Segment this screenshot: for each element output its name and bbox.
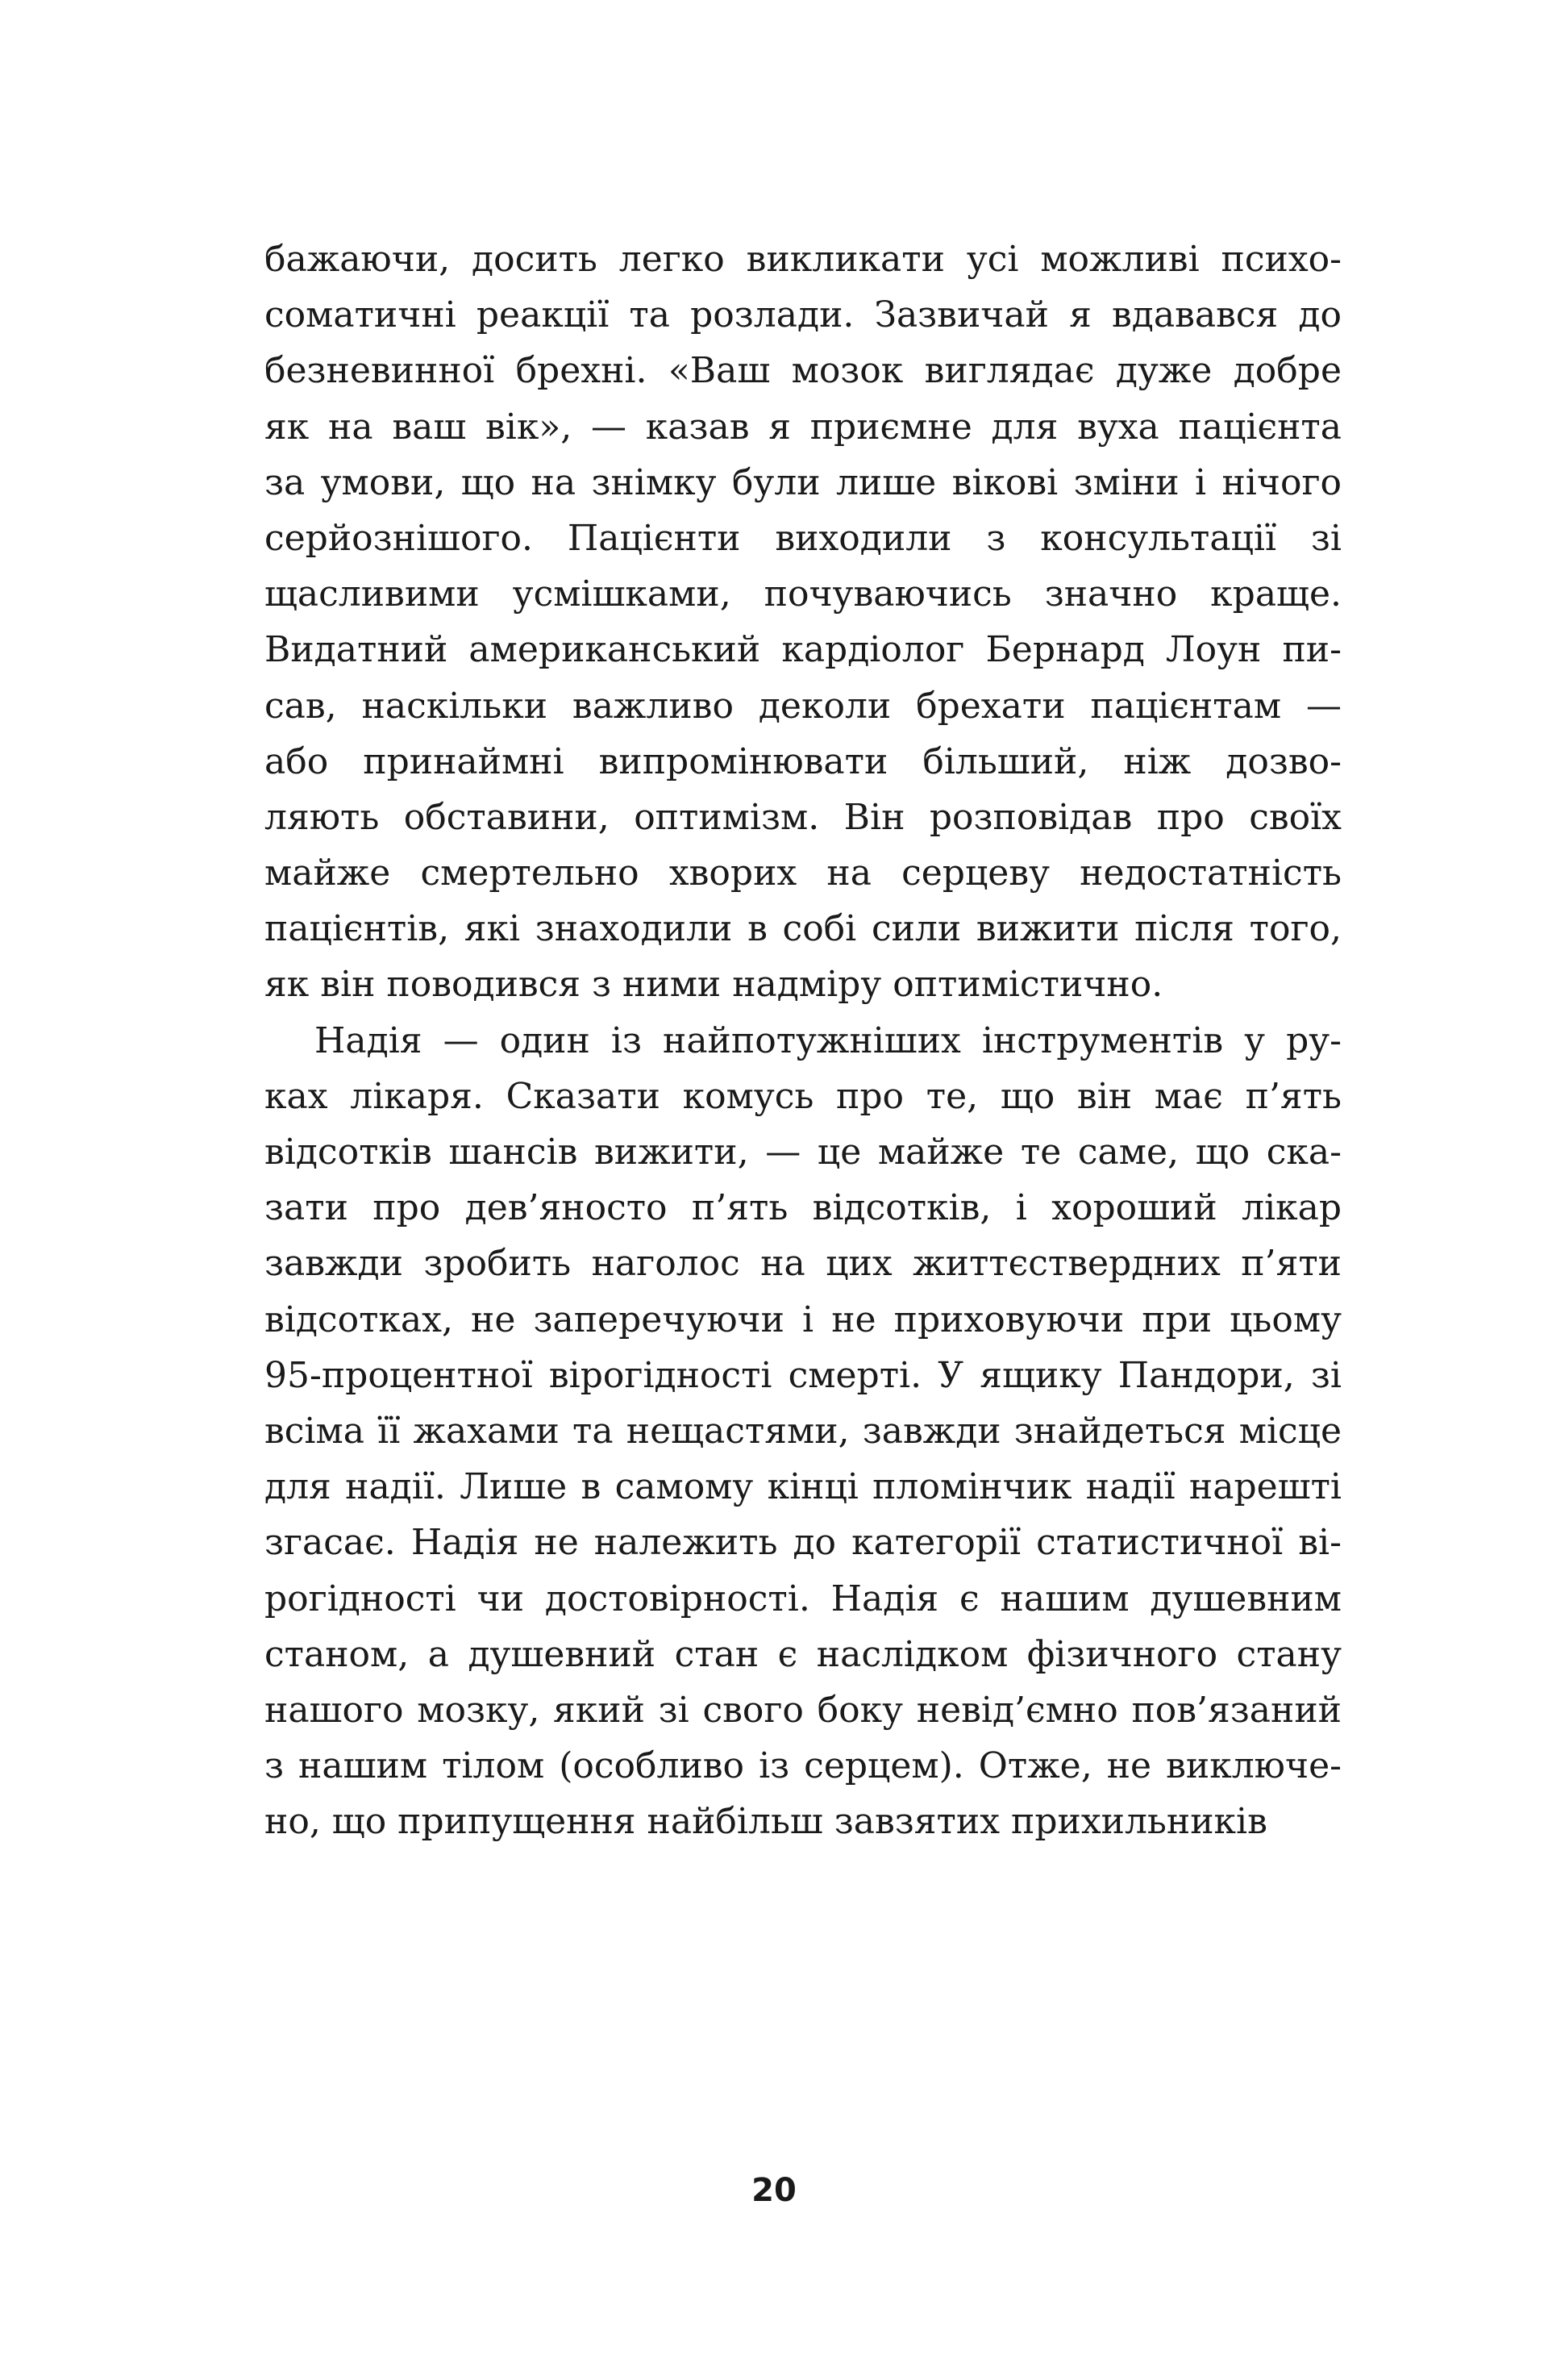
body-text bbox=[264, 231, 1342, 1849]
text-line: відсотків шансів вижити, — це майже те саме, що ска- bbox=[264, 1132, 1342, 1173]
text-line: но, що припущення найбільш завзятих прихильників bbox=[264, 1801, 1267, 1843]
text-line: ках лікаря. Сказати комусь про те, що він має п’ять bbox=[264, 1075, 1342, 1117]
text-line: Видатний американський кардіолог Бернард Лоун пи- bbox=[264, 629, 1342, 671]
text-line: для надії. Лише в самому кінці пломінчик надії нарешті bbox=[264, 1466, 1342, 1508]
text-line: станом, а душевний стан є наслідком фізичного стану bbox=[264, 1633, 1342, 1675]
text-line: всіма її жахами та нещастями, завжди знайдеться місце bbox=[264, 1410, 1342, 1452]
text-line: як на ваш вік», — казав я приємне для вуха пацієнта bbox=[264, 406, 1342, 448]
text-line: за умови, що на знімку були лише вікові зміни і нічого bbox=[264, 461, 1342, 503]
text-line-indented: Надія — один із найпотужніших інструментів у ру- bbox=[314, 1019, 1342, 1061]
text-line: соматичні реакції та розлади. Зазвичай я вдавався до bbox=[264, 294, 1342, 336]
text-line: сав, наскільки важливо деколи брехати пацієнтам — bbox=[264, 685, 1342, 727]
text-line: з нашим тілом (особливо із серцем). Отже, не виключе- bbox=[264, 1745, 1342, 1787]
text-line: відсотках, не заперечуючи і не приховуючи при цьому bbox=[264, 1298, 1342, 1340]
text-line: рогідності чи достовірності. Надія є нашим душевним bbox=[264, 1578, 1342, 1619]
text-line: як він поводився з ними надміру оптимістично. bbox=[264, 964, 1163, 1006]
text-line: майже смертельно хворих на серцеву недостатність bbox=[264, 852, 1342, 894]
text-line: зати про дев’яносто п’ять відсотків, і хороший лікар bbox=[264, 1187, 1342, 1229]
paragraph-2 bbox=[264, 1013, 1342, 1850]
text-line: бажаючи, досить легко викликати усі можливі психо- bbox=[264, 239, 1342, 280]
text-line: нашого мозку, який зі свого боку невід’ємно пов’язаний bbox=[264, 1689, 1342, 1731]
text-line: щасливими усмішками, почуваючись значно краще. bbox=[264, 573, 1342, 615]
text-line: серйознішого. Пацієнти виходили з консультації зі bbox=[264, 517, 1342, 559]
text-line: пацієнтів, які знаходили в собі сили вижити після того, bbox=[264, 908, 1342, 950]
text-line: безневинної брехні. «Ваш мозок виглядає дуже добре bbox=[264, 350, 1342, 392]
text-line: або принаймні випромінювати більший, ніж дозво- bbox=[264, 740, 1342, 782]
text-line: згасає. Надія не належить до категорії статистичної ві- bbox=[264, 1522, 1342, 1564]
text-line: ляють обставини, оптимізм. Він розповідав про своїх bbox=[264, 796, 1342, 838]
text-line: завжди зробить наголос на цих життєствердних п’яти bbox=[264, 1243, 1342, 1285]
paragraph-1 bbox=[264, 231, 1342, 1013]
page-number: 20 bbox=[751, 2172, 797, 2209]
text-line: 95-процентної вірогідності смерті. У ящику Пандори, зі bbox=[264, 1354, 1342, 1396]
